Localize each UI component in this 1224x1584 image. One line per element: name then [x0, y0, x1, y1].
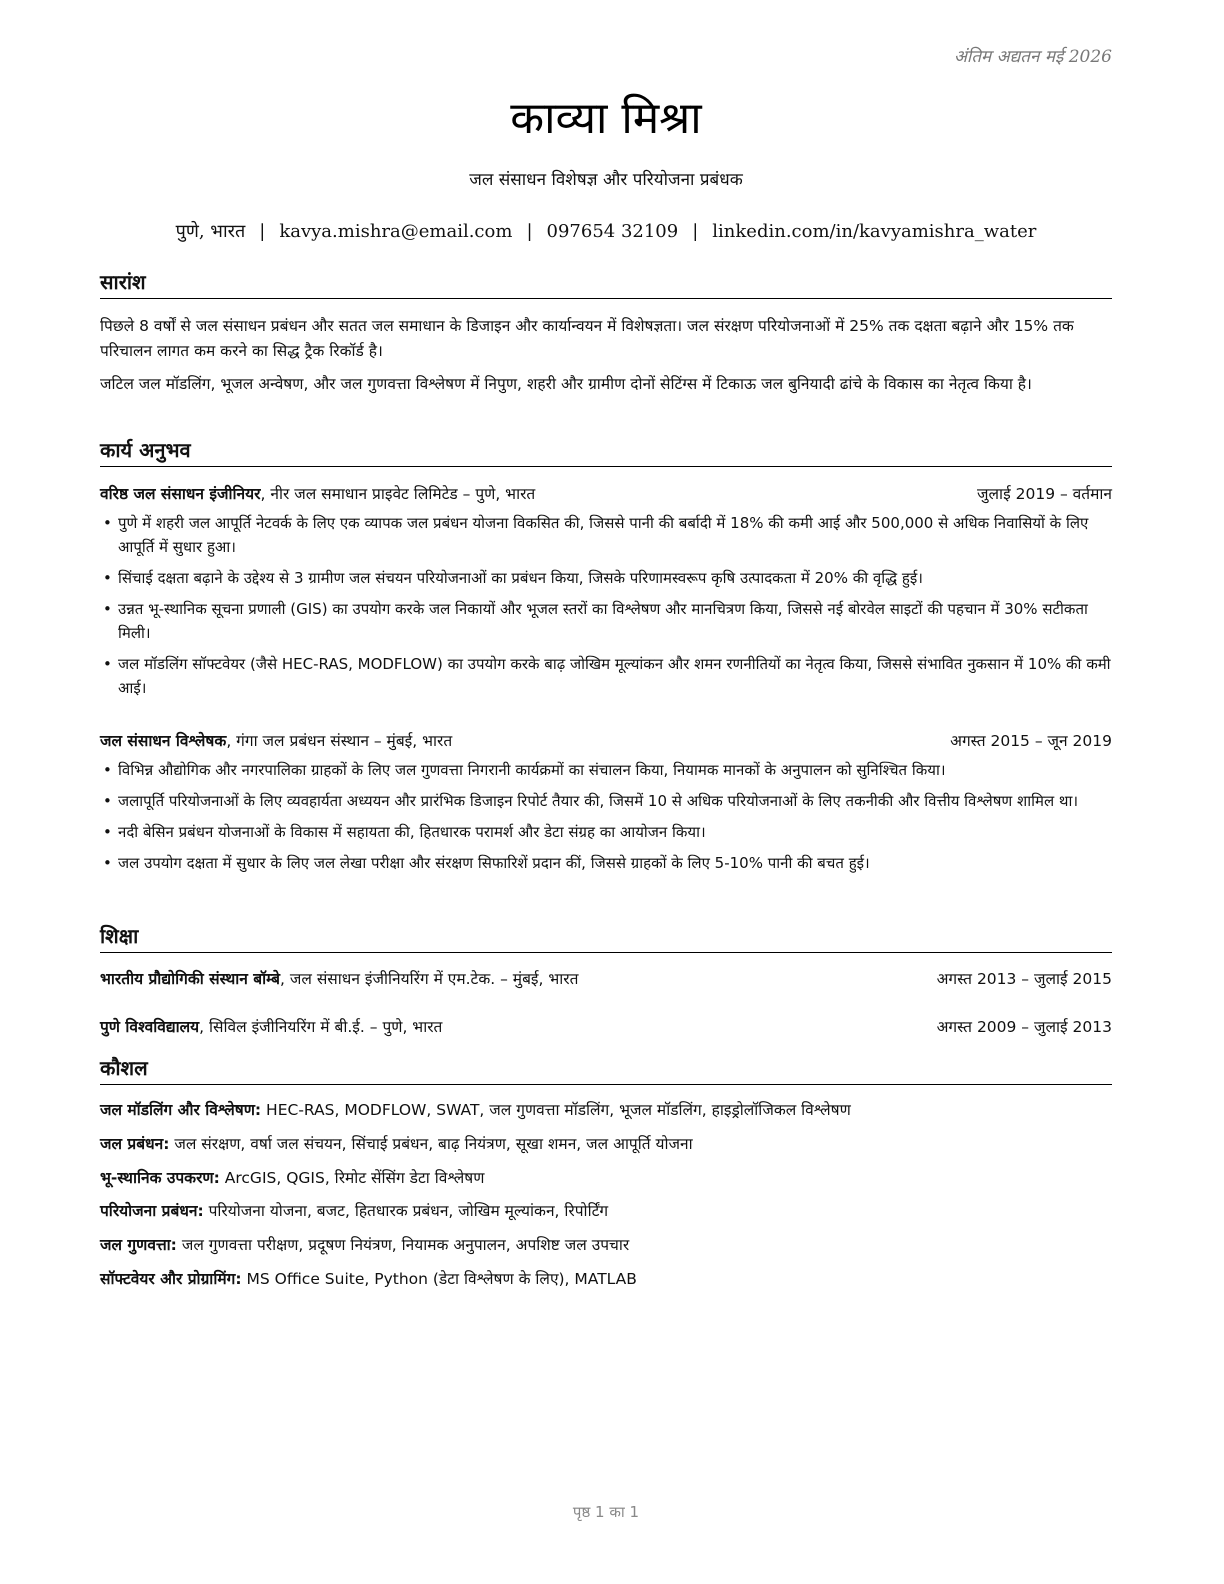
- skill-value: परियोजना योजना, बजट, हितधारक प्रबंधन, जोखिम मूल्यांकन, रिपोर्टिंग: [203, 1202, 609, 1220]
- list-item: [100, 851, 1112, 875]
- summary-paragraph: जटिल जल मॉडलिंग, भूजल अन्वेषण, और जल गुणवत्ता विश्लेषण में निपुण, शहरी और ग्रामीण दोनों सेटिंग्स में टिकाऊ जल बुनियादी ढांचे के विकास का नेतृत्व किया है।: [100, 375, 1032, 393]
- section-title-education: शिक्षा: [100, 922, 1112, 953]
- skill-value: जल गुणवत्ता परीक्षण, प्रदूषण नियंत्रण, नियामक अनुपालन, अपशिष्ट जल उपचार: [176, 1236, 630, 1254]
- education-entry: [100, 967, 1112, 991]
- bullet-icon: •: [103, 823, 112, 841]
- skill-label: सॉफ्टवेयर और प्रोग्रामिंग:: [100, 1270, 242, 1288]
- list-item: [100, 566, 1112, 590]
- job-organization: , नीर जल समाधान प्राइवेट लिमिटेड – पुणे, भारत: [260, 485, 536, 503]
- job-title: जल संसाधन विश्लेषक: [100, 732, 227, 750]
- last-updated: अंतिम अद्यतन मई 2026: [953, 47, 1112, 67]
- contact-separator: |: [692, 221, 699, 242]
- skill-row: [100, 1267, 1112, 1291]
- education-dates: अगस्त 2013 – जुलाई 2015: [936, 970, 1112, 988]
- bullet-text: विभिन्न औद्योगिक और नगरपालिका ग्राहकों के लिए जल गुणवत्ता निगरानी कार्यक्रमों का संचालन किया, नियामक मानकों के अनुपालन को सुनिश्चित किया।: [118, 761, 946, 779]
- list-item: [100, 511, 1112, 559]
- bullet-text: जल उपयोग दक्षता में सुधार के लिए जल लेखा परीक्षा और संरक्षण सिफारिशें प्रदान कीं, जिससे ग्राहकों के लिए 5-10% पानी की बचत हुई।: [118, 854, 870, 872]
- bullet-icon: •: [103, 514, 112, 532]
- list-item: [100, 758, 1112, 782]
- list-item: [100, 789, 1112, 813]
- bullet-text: जल मॉडलिंग सॉफ्टवेयर (जैसे HEC-RAS, MODFLOW) का उपयोग करके बाढ़ जोखिम मूल्यांकन और शमन रणनीतियों का नेतृत्व किया, जिससे संभावित नुकसान में 10% की कमी आई।: [118, 655, 1111, 697]
- bullet-icon: •: [103, 761, 112, 779]
- contact-email[interactable]: kavya.mishra@email.com: [279, 221, 513, 242]
- skill-row: [100, 1098, 1112, 1122]
- section-title-experience: कार्य अनुभव: [100, 436, 1112, 467]
- skill-value: MS Office Suite, Python (डेटा विश्लेषण के लिए), MATLAB: [241, 1270, 637, 1288]
- skill-label: जल प्रबंधन:: [100, 1135, 170, 1153]
- skill-label: परियोजना प्रबंधन:: [100, 1202, 204, 1220]
- bullet-text: उन्नत भू-स्थानिक सूचना प्रणाली (GIS) का उपयोग करके जल निकायों और भूजल स्तरों का विश्लेषण और मानचित्रण किया, जिससे नई बोरवेल साइटों की पहचान में 30% सटीकता मिली।: [118, 600, 1088, 642]
- list-item: [100, 597, 1112, 645]
- skill-value: ArcGIS, QGIS, रिमोट सेंसिंग डेटा विश्लेषण: [219, 1169, 485, 1187]
- bullet-icon: •: [103, 792, 112, 810]
- bullet-icon: •: [103, 600, 112, 618]
- candidate-name: काव्या मिश्रा: [510, 93, 702, 144]
- contact-separator: |: [259, 221, 266, 242]
- bullet-icon: •: [103, 854, 112, 872]
- bullet-text: सिंचाई दक्षता बढ़ाने के उद्देश्य से 3 ग्रामीण जल संचयन परियोजनाओं का प्रबंधन किया, जिसके परिणामस्वरूप कृषि उत्पादकता में 20% की वृद्धि हुई।: [118, 569, 923, 587]
- education-detail: , जल संसाधन इंजीनियरिंग में एम.टेक. – मुंबई, भारत: [280, 970, 579, 988]
- job-dates: जुलाई 2019 – वर्तमान: [977, 485, 1112, 503]
- job-dates: अगस्त 2015 – जून 2019: [950, 732, 1112, 750]
- contact-location: पुणे, भारत: [175, 221, 246, 242]
- contact-phone: 097654 32109: [546, 221, 679, 242]
- skill-row: [100, 1166, 1112, 1190]
- summary-paragraph: पिछले 8 वर्षों से जल संसाधन प्रबंधन और सतत जल समाधान के डिजाइन और कार्यान्वयन में विशेषज्ञता। जल संरक्षण परियोजनाओं में 25% तक दक्षता बढ़ाने और 15% तक परिचालन लागत कम करने का सिद्ध ट्रैक रिकॉर्ड है।: [100, 317, 1074, 360]
- job-organization: , गंगा जल प्रबंधन संस्थान – मुंबई, भारत: [226, 732, 453, 750]
- education-entry: [100, 1015, 1112, 1039]
- resume-page: [100, 0, 1112, 1584]
- skill-row: [100, 1199, 1112, 1223]
- skill-row: [100, 1233, 1112, 1257]
- education-dates: अगस्त 2009 – जुलाई 2013: [936, 1018, 1112, 1036]
- contact-separator: |: [526, 221, 533, 242]
- bullet-icon: •: [103, 655, 112, 673]
- list-item: [100, 652, 1112, 700]
- job-title: वरिष्ठ जल संसाधन इंजीनियर: [100, 485, 261, 503]
- education-institution: पुणे विश्वविद्यालय: [100, 1018, 200, 1036]
- job-bullets: [100, 758, 1112, 882]
- skill-label: जल गुणवत्ता:: [100, 1236, 177, 1254]
- job-header: [100, 482, 1112, 506]
- skill-label: भू-स्थानिक उपकरण:: [100, 1169, 220, 1187]
- bullet-text: जलापूर्ति परियोजनाओं के लिए व्यवहार्यता अध्ययन और प्रारंभिक डिजाइन रिपोर्ट तैयार की, जिसमें 10 से अधिक परियोजनाओं के लिए तकनीकी और वित्तीय विश्लेषण शामिल था।: [118, 792, 1079, 810]
- skill-value: जल संरक्षण, वर्षा जल संचयन, सिंचाई प्रबंधन, बाढ़ नियंत्रण, सूखा शमन, जल आपूर्ति योजना: [169, 1135, 693, 1153]
- education-detail: , सिविल इंजीनियरिंग में बी.ई. – पुणे, भारत: [199, 1018, 443, 1036]
- contact-line: [100, 219, 1112, 243]
- bullet-icon: •: [103, 569, 112, 587]
- section-title-skills: कौशल: [100, 1054, 1112, 1085]
- education-institution: भारतीय प्रौद्योगिकी संस्थान बॉम्बे: [100, 970, 281, 988]
- skill-value: HEC-RAS, MODFLOW, SWAT, जल गुणवत्ता मॉडलिंग, भूजल मॉडलिंग, हाइड्रोलॉजिकल विश्लेषण: [261, 1101, 851, 1119]
- contact-linkedin[interactable]: linkedin.com/in/kavyamishra_water: [712, 221, 1037, 242]
- skill-row: [100, 1132, 1112, 1156]
- bullet-text: नदी बेसिन प्रबंधन योजनाओं के विकास में सहायता की, हितधारक परामर्श और डेटा संग्रह का आयोजन किया।: [118, 823, 706, 841]
- page-number: पृष्ठ 1 का 1: [572, 1503, 640, 1521]
- candidate-tagline: जल संसाधन विशेषज्ञ और परियोजना प्रबंधक: [469, 170, 743, 190]
- section-title-summary: सारांश: [100, 268, 1112, 299]
- skill-label: जल मॉडलिंग और विश्लेषण:: [100, 1101, 262, 1119]
- bullet-text: पुणे में शहरी जल आपूर्ति नेटवर्क के लिए एक व्यापक जल प्रबंधन योजना विकसित की, जिससे पानी की बर्बादी में 18% की कमी आई और 500,000 से अधिक निवासियों के लिए आपूर्ति में सुधार हुआ।: [118, 514, 1089, 556]
- list-item: [100, 820, 1112, 844]
- job-bullets: [100, 511, 1112, 707]
- job-header: [100, 729, 1112, 753]
